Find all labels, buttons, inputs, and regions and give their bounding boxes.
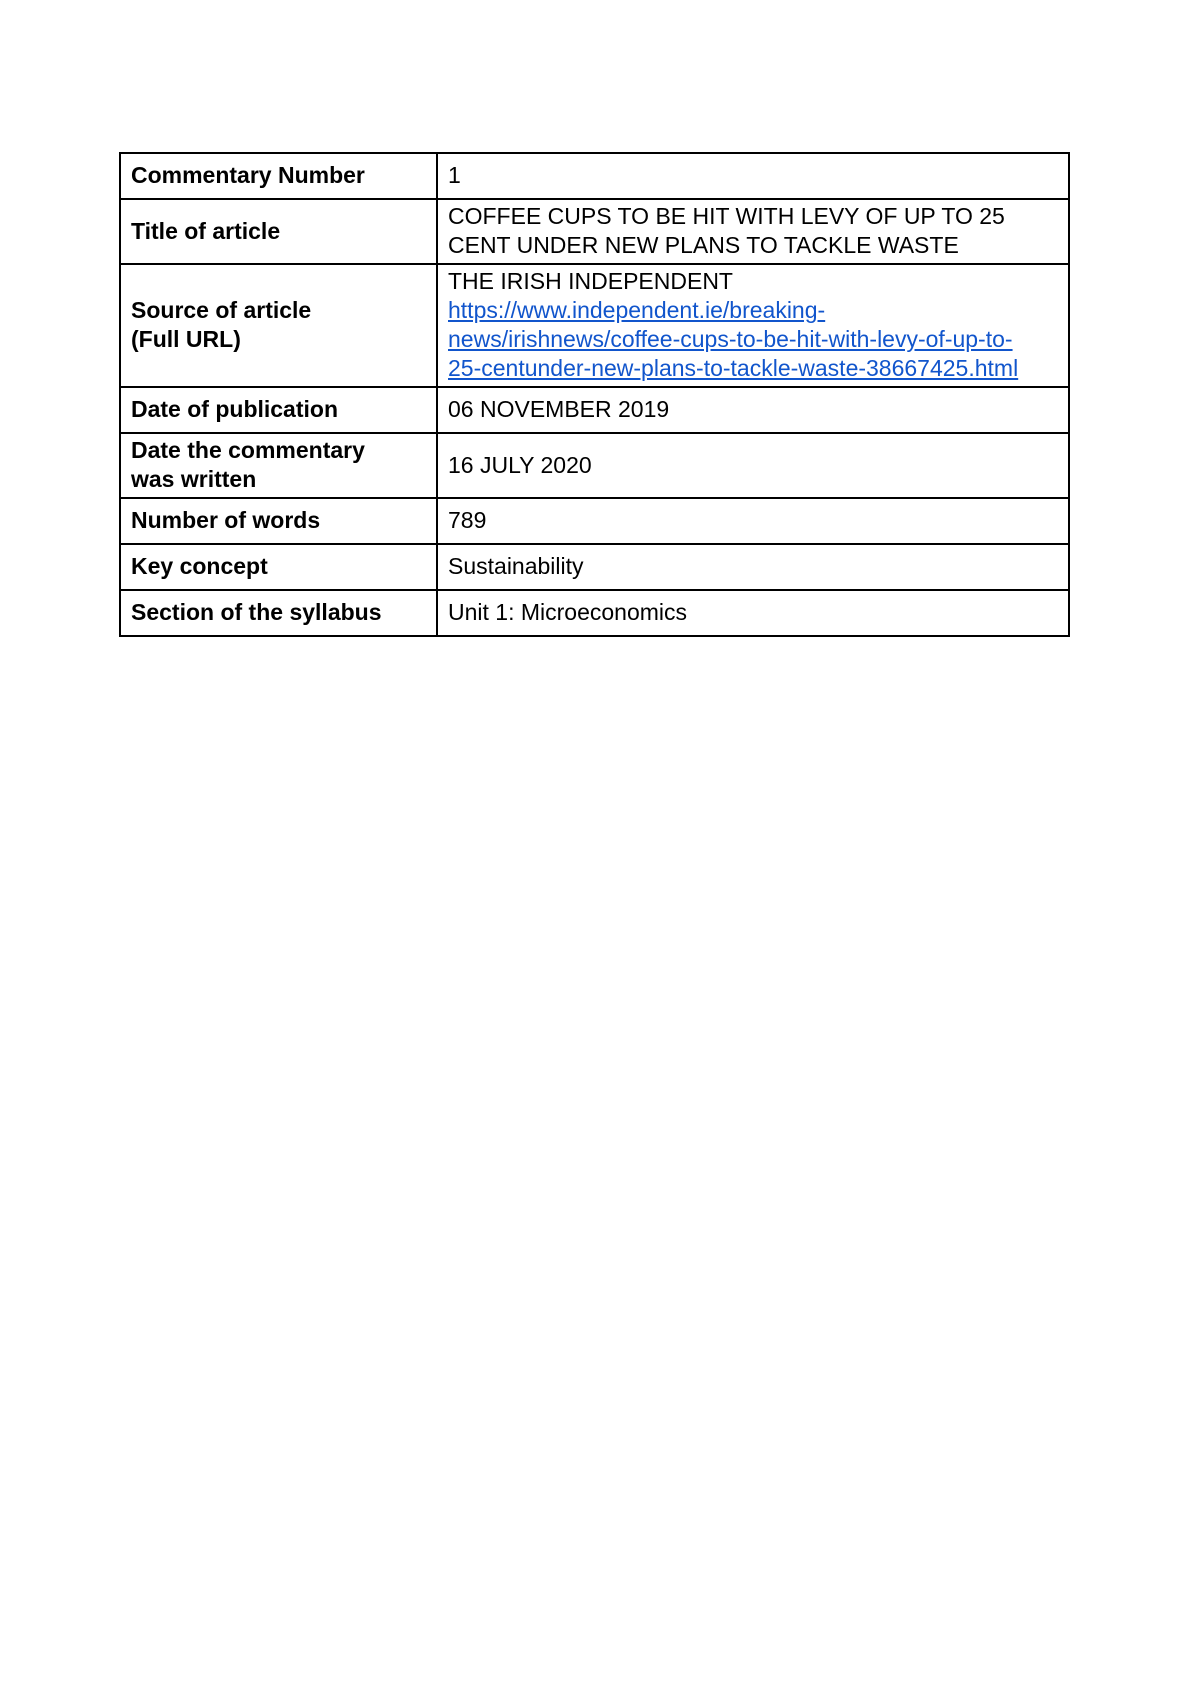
- article-source-label-line-1: Source of article: [131, 297, 312, 323]
- article-title-label: Title of article: [120, 199, 437, 264]
- article-title-value: [437, 199, 1069, 264]
- row-word-count: [120, 498, 1069, 544]
- publication-date-label: Date of publication: [120, 387, 437, 433]
- article-title-line-2: CENT UNDER NEW PLANS TO TACKLE WASTE: [448, 232, 959, 258]
- row-commentary-number: [120, 153, 1069, 199]
- key-concept-value: Sustainability: [437, 544, 1069, 590]
- word-count-label: Number of words: [120, 498, 437, 544]
- syllabus-section-label: Section of the syllabus: [120, 590, 437, 636]
- article-title-line-1: COFFEE CUPS TO BE HIT WITH LEVY OF UP TO 25: [448, 203, 1005, 229]
- written-date-label: [120, 433, 437, 498]
- article-source-label-line-2: (Full URL): [131, 326, 241, 352]
- key-concept-label: Key concept: [120, 544, 437, 590]
- word-count-value: 789: [437, 498, 1069, 544]
- written-date-label-line-1: Date the commentary: [131, 437, 365, 463]
- row-article-title: [120, 199, 1069, 264]
- article-source-value: [437, 264, 1069, 387]
- syllabus-section-value: Unit 1: Microeconomics: [437, 590, 1069, 636]
- source-url-line-3[interactable]: 25-centunder-new-plans-to-tackle-waste-38667425.html: [448, 355, 1019, 381]
- source-url-line-2[interactable]: news/irishnews/coffee-cups-to-be-hit-with-levy-of-up-to-: [448, 326, 1013, 352]
- row-written-date: [120, 433, 1069, 498]
- row-syllabus-section: [120, 590, 1069, 636]
- row-key-concept: [120, 544, 1069, 590]
- row-article-source: [120, 264, 1069, 387]
- source-publication: THE IRISH INDEPENDENT: [448, 268, 733, 294]
- article-source-label: [120, 264, 437, 387]
- commentary-number-label: Commentary Number: [120, 153, 437, 199]
- written-date-value: 16 JULY 2020: [437, 433, 1069, 498]
- source-url-line-1[interactable]: https://www.independent.ie/breaking-: [448, 297, 826, 323]
- source-url-link[interactable]: [448, 296, 1057, 383]
- written-date-label-line-2: was written: [131, 466, 257, 492]
- commentary-cover-table: [119, 152, 1070, 637]
- row-publication-date: [120, 387, 1069, 433]
- publication-date-value: 06 NOVEMBER 2019: [437, 387, 1069, 433]
- commentary-number-value: 1: [437, 153, 1069, 199]
